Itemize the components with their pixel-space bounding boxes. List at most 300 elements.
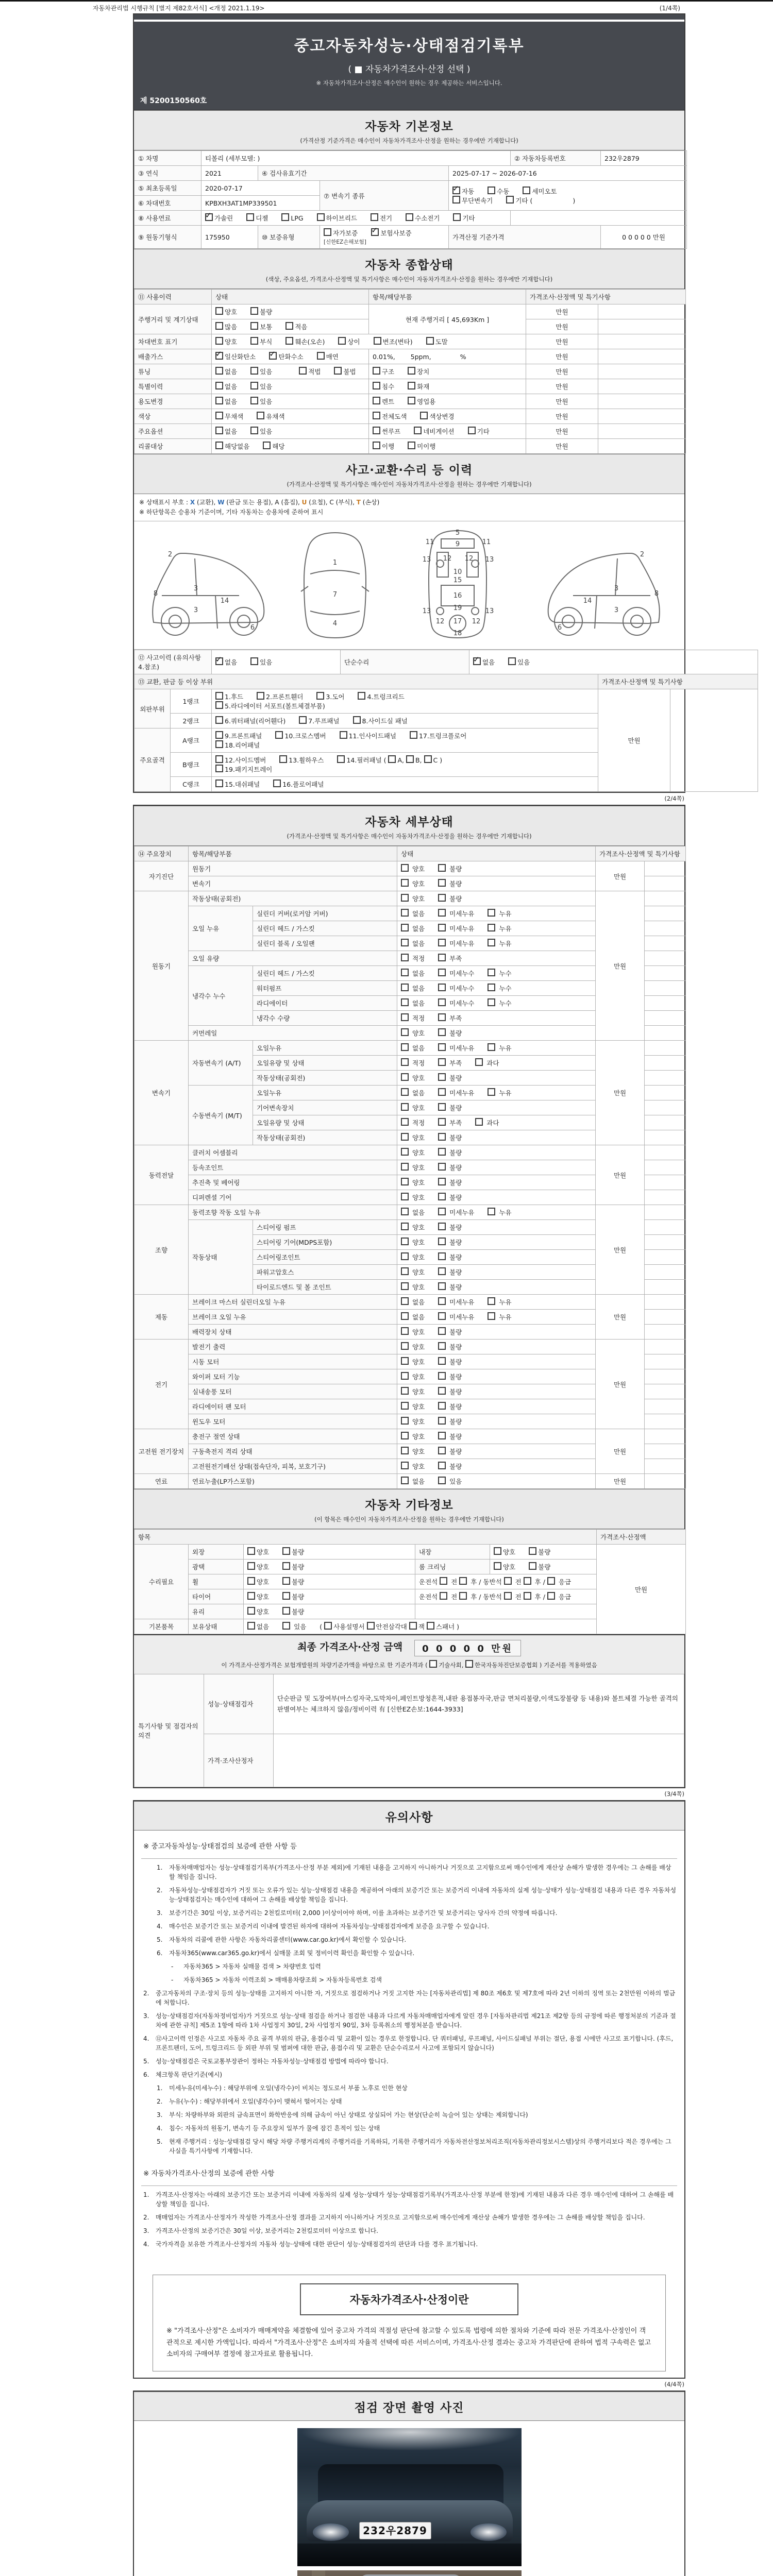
checkbox[interactable] <box>247 1547 255 1555</box>
checkbox[interactable] <box>488 1088 495 1096</box>
checkbox[interactable] <box>401 984 409 991</box>
item-state-options: 양호 불량 <box>397 1145 596 1160</box>
checkbox[interactable] <box>282 1622 290 1630</box>
item-name: 냉각수 수량 <box>253 1011 397 1026</box>
checkbox[interactable] <box>401 1193 409 1200</box>
note-cell <box>645 1325 686 1340</box>
checkbox[interactable] <box>367 1622 375 1630</box>
checkbox[interactable] <box>215 657 223 665</box>
checkbox[interactable] <box>215 740 223 748</box>
car-diagram-svg <box>138 524 680 644</box>
item-state-options: 양호 불량 <box>397 1399 596 1414</box>
checkbox[interactable] <box>529 1562 536 1570</box>
price-cell: 만원 <box>526 394 598 409</box>
checkbox[interactable] <box>388 755 396 763</box>
row-options: 무채색 유채색 <box>212 409 369 424</box>
checkbox[interactable] <box>279 755 287 763</box>
checkbox[interactable] <box>524 1592 531 1600</box>
checkbox[interactable] <box>508 657 516 665</box>
item-subgroup: 수동변속기 (M/T) <box>189 1086 253 1145</box>
checkbox[interactable] <box>488 1297 495 1305</box>
item-state-options: 없음 있음 <box>397 1474 596 1489</box>
checkbox[interactable] <box>215 442 223 449</box>
checkbox[interactable] <box>438 998 446 1006</box>
rank-parts: 1.후드 2.프론트휀더 3.도어 4.트렁크리드 5.라디에이터 서포트(볼트체결부품) <box>212 689 598 714</box>
bumper-shadow <box>297 2544 522 2566</box>
checkbox[interactable] <box>247 1622 255 1630</box>
checkbox[interactable] <box>371 228 379 236</box>
checkbox[interactable] <box>475 1058 483 1066</box>
final-price-value: 0 0 0 0 0 만원 <box>414 1640 521 1656</box>
checkbox[interactable] <box>547 1577 555 1585</box>
table-row <box>135 439 686 454</box>
checkbox[interactable] <box>215 322 223 330</box>
checkbox[interactable] <box>438 1118 446 1126</box>
panel-group-label: 외판부위 <box>135 689 171 728</box>
appraiser-label: 가격·조사산정자 <box>204 1734 274 1787</box>
checkbox[interactable] <box>438 924 446 931</box>
notice-item-number: 3. <box>143 2227 149 2234</box>
checkbox[interactable] <box>459 1592 467 1600</box>
checkbox[interactable] <box>401 1073 409 1081</box>
checkbox[interactable] <box>401 1088 409 1096</box>
item-name: 기어변속장치 <box>253 1100 397 1115</box>
diagram-part-number: 2 <box>167 551 173 559</box>
checkbox[interactable] <box>250 337 258 345</box>
checkbox[interactable] <box>438 1148 446 1156</box>
checkbox[interactable] <box>250 427 258 434</box>
checkbox[interactable] <box>438 1312 446 1320</box>
checkbox[interactable] <box>524 1577 531 1585</box>
checkbox[interactable] <box>438 1043 446 1051</box>
checkbox[interactable] <box>401 864 409 872</box>
checkbox[interactable] <box>438 1462 446 1469</box>
checkbox[interactable] <box>401 1417 409 1425</box>
checkbox[interactable] <box>488 909 495 917</box>
checkbox[interactable] <box>504 1577 512 1585</box>
notice-item-text: 가격조사·산정의 보증기간은 30일 이상, 보증거리는 2천킬로미터 이상으로 합니다. <box>156 2227 378 2234</box>
rank-label: 2랭크 <box>171 714 212 728</box>
checkbox[interactable] <box>468 427 476 434</box>
page2-block <box>133 805 685 1788</box>
checkbox[interactable] <box>316 692 324 700</box>
checkbox[interactable] <box>438 1208 446 1215</box>
checkbox[interactable] <box>420 412 428 419</box>
checkbox[interactable] <box>438 864 446 872</box>
checkbox[interactable] <box>452 187 460 194</box>
checkbox[interactable] <box>438 1103 446 1111</box>
checkbox[interactable] <box>371 213 378 221</box>
item-name: 라디에이터 <box>253 996 397 1011</box>
detail-col-price: 가격조사·산정액 및 특기사항 <box>596 846 686 861</box>
inspection-photo-front <box>297 2428 522 2566</box>
checkbox[interactable] <box>438 1028 446 1036</box>
checkbox[interactable] <box>401 1178 409 1185</box>
checkbox[interactable] <box>488 187 495 194</box>
appraiser-opinion-text <box>274 1734 684 1787</box>
checkbox[interactable] <box>205 213 213 221</box>
checkbox[interactable] <box>401 1043 409 1051</box>
checkbox[interactable] <box>340 731 347 739</box>
checkbox[interactable] <box>465 1660 473 1668</box>
checkbox[interactable] <box>529 1547 536 1555</box>
checkbox[interactable] <box>401 969 409 976</box>
checkbox[interactable] <box>506 196 514 204</box>
checkbox[interactable] <box>440 1592 447 1600</box>
checkbox[interactable] <box>438 1267 446 1275</box>
headlight-glare-right <box>470 2523 507 2541</box>
checkbox[interactable] <box>269 352 277 360</box>
inspect-value: 2025-07-17 ~ 2026-07-16 <box>449 166 687 181</box>
notice-item <box>143 2240 677 2249</box>
checkbox[interactable] <box>438 1088 446 1096</box>
checkbox[interactable] <box>438 1193 446 1200</box>
checkbox[interactable] <box>337 755 345 763</box>
checkbox[interactable] <box>438 1372 446 1380</box>
note-cell <box>645 1265 686 1280</box>
checkbox[interactable] <box>408 382 415 389</box>
checkbox[interactable] <box>401 879 409 887</box>
checkbox[interactable] <box>452 196 460 204</box>
note-cell <box>645 921 686 936</box>
checkbox[interactable] <box>215 352 223 360</box>
notice-item-number: 1. <box>143 2191 149 2198</box>
checkbox[interactable] <box>401 1432 409 1439</box>
checkbox[interactable] <box>373 427 380 434</box>
price-cell: 만원 <box>526 409 598 424</box>
checkbox[interactable] <box>215 716 223 724</box>
checkbox[interactable] <box>401 1163 409 1171</box>
checkbox[interactable] <box>250 367 258 375</box>
checkbox[interactable] <box>401 1477 409 1484</box>
table-row <box>135 334 686 349</box>
checkbox[interactable] <box>438 1073 446 1081</box>
checkbox[interactable] <box>215 701 223 709</box>
checkbox[interactable] <box>438 1238 446 1245</box>
checkbox[interactable] <box>273 779 281 787</box>
diagram-part-number: 2 <box>640 551 645 559</box>
mileage-label: 주행거리 및 계기상태 <box>135 304 212 334</box>
notice-item-number: 5. <box>157 1936 163 1943</box>
ceiling-light-glare <box>297 2428 522 2454</box>
checkbox[interactable] <box>438 1058 446 1066</box>
checkbox[interactable] <box>275 731 283 739</box>
checkbox[interactable] <box>488 998 495 1006</box>
checkbox[interactable] <box>438 1252 446 1260</box>
checkbox[interactable] <box>250 307 258 315</box>
checkbox[interactable] <box>250 397 258 404</box>
checkbox[interactable] <box>317 352 325 360</box>
checkbox[interactable] <box>215 755 223 763</box>
checkbox[interactable] <box>429 1660 437 1668</box>
item-name: 실린더 커버(로커암 커버) <box>253 906 397 921</box>
checkbox[interactable] <box>215 692 223 700</box>
accident-history-label: ⑫ 사고이력 (유의사항 4.참조) <box>135 650 212 674</box>
checkbox[interactable] <box>401 1252 409 1260</box>
item-state-options: 양호 불량 <box>397 1369 596 1384</box>
checkbox[interactable] <box>401 1282 409 1290</box>
checkbox[interactable] <box>215 765 223 772</box>
checkbox[interactable] <box>401 1342 409 1350</box>
checkbox[interactable] <box>410 731 417 739</box>
checkbox[interactable] <box>438 894 446 902</box>
overall-header <box>134 249 684 289</box>
checkbox[interactable] <box>473 657 481 665</box>
checkbox[interactable] <box>438 1297 446 1305</box>
checkbox[interactable] <box>215 307 223 315</box>
checkbox[interactable] <box>250 322 258 330</box>
table-row <box>135 861 686 876</box>
inspect-label: ④ 검사유효기간 <box>258 166 449 181</box>
checkbox[interactable] <box>424 755 432 763</box>
checkbox[interactable] <box>453 213 461 221</box>
item-name: 구동축전지 격리 상태 <box>189 1444 397 1459</box>
checkbox[interactable] <box>401 1103 409 1111</box>
checkbox[interactable] <box>488 939 495 946</box>
checkbox[interactable] <box>401 1357 409 1365</box>
checkbox[interactable] <box>438 1417 446 1425</box>
checkbox[interactable] <box>438 1282 446 1290</box>
note-cell <box>645 1011 686 1026</box>
checkbox[interactable] <box>282 1592 290 1600</box>
checkbox[interactable] <box>281 213 289 221</box>
checkbox[interactable] <box>408 397 415 404</box>
checkbox[interactable] <box>438 1223 446 1230</box>
checkbox[interactable] <box>247 1592 255 1600</box>
checkbox[interactable] <box>374 337 381 345</box>
notice-item <box>143 2213 677 2222</box>
checkbox[interactable] <box>215 382 223 389</box>
checkbox[interactable] <box>488 1043 495 1051</box>
checkbox[interactable] <box>401 1208 409 1215</box>
checkbox[interactable] <box>523 187 530 194</box>
item-name: 와이퍼 모터 기능 <box>189 1369 397 1384</box>
checkbox[interactable] <box>246 213 254 221</box>
notice-item-number: - <box>171 1962 174 1970</box>
checkbox[interactable] <box>282 1562 290 1570</box>
item-name: 작동상태(공회전) <box>189 891 397 906</box>
row-options: 없음 있음 <box>212 394 369 409</box>
checkbox[interactable] <box>504 1592 512 1600</box>
note-cell <box>645 1369 686 1384</box>
checkbox[interactable] <box>338 337 346 345</box>
checkbox[interactable] <box>317 213 325 221</box>
note-cell <box>645 1041 686 1056</box>
note-cell <box>645 1115 686 1130</box>
checkbox[interactable] <box>401 1133 409 1141</box>
checkbox[interactable] <box>438 879 446 887</box>
checkbox[interactable] <box>324 1622 332 1630</box>
checkbox[interactable] <box>427 1622 434 1630</box>
item-state-options: 양호 불량 <box>397 1235 596 1250</box>
checkbox[interactable] <box>408 442 415 449</box>
checkbox[interactable] <box>215 412 223 419</box>
notice-section-heading: ※ 자동차가격조사·산정의 보증에 관한 사항 <box>141 2160 677 2186</box>
lift-post <box>312 2570 325 2576</box>
item-state-options: 없음 미세누유 누유 <box>397 1310 596 1325</box>
misc-col-item: 항목 <box>135 1530 597 1545</box>
row-item: 썬루프 네비게이션 기타 <box>369 424 526 439</box>
checkbox[interactable] <box>215 397 223 404</box>
note-cell <box>645 1145 686 1160</box>
checkbox[interactable] <box>401 924 409 931</box>
checkbox[interactable] <box>215 337 223 345</box>
checkbox[interactable] <box>438 939 446 946</box>
checkbox[interactable] <box>215 367 223 375</box>
note-cell <box>598 334 686 349</box>
detail-state-table <box>134 846 686 1489</box>
price-cell: 만원 <box>526 439 598 454</box>
checkbox[interactable] <box>401 1013 409 1021</box>
item-state-options: 양호 불량 <box>397 1414 596 1429</box>
checkbox[interactable] <box>401 909 409 917</box>
document-note: ※ 자동차가격조사·산정은 매수인이 원하는 경우 제공하는 서비스입니다. <box>316 79 502 87</box>
checkbox[interactable] <box>406 213 413 221</box>
checkbox[interactable] <box>401 1327 409 1335</box>
checkbox[interactable] <box>373 442 380 449</box>
checkbox[interactable] <box>401 1148 409 1156</box>
notice-item-text: 누유(누수) : 해당부위에서 오일(냉각수)이 맺혀서 떨어지는 상태 <box>169 2097 342 2105</box>
checkbox[interactable] <box>247 1562 255 1570</box>
checkbox[interactable] <box>373 412 380 419</box>
opinion-side-label: 특기사항 및 점검자의 의견 <box>135 1674 204 1787</box>
checkbox[interactable] <box>285 337 293 345</box>
checkbox[interactable] <box>353 716 361 724</box>
checkbox[interactable] <box>401 1447 409 1454</box>
diagram-part-number: 3 <box>193 585 198 593</box>
checkbox[interactable] <box>488 924 495 931</box>
row-item: 전체도색 색상변경 <box>369 409 526 424</box>
checkbox[interactable] <box>438 1402 446 1410</box>
inspector-label: 성능·상태점검자 <box>204 1674 274 1734</box>
checkbox[interactable] <box>247 1577 255 1585</box>
checkbox[interactable] <box>401 1372 409 1380</box>
checkbox[interactable] <box>438 1432 446 1439</box>
checkbox[interactable] <box>438 954 446 961</box>
checkbox[interactable] <box>401 954 409 961</box>
checkbox[interactable] <box>215 779 223 787</box>
page-marker-4: (4/4쪽) <box>664 2381 684 2388</box>
notice-item-text: 자동차365(www.car365.go.kr)에서 실매물 조회 및 정비이력 확인을 확인할 수 있습니다. <box>169 1949 415 1957</box>
item-options: 양호 불량 <box>244 1574 415 1589</box>
checkbox[interactable] <box>401 1223 409 1230</box>
diagram-part-number: 15 <box>453 577 462 585</box>
checkbox[interactable] <box>438 1163 446 1171</box>
price-cell: 만원 <box>596 1145 645 1205</box>
checkbox[interactable] <box>406 755 414 763</box>
checkbox[interactable] <box>438 1357 446 1365</box>
checkbox[interactable] <box>438 1013 446 1021</box>
checkbox[interactable] <box>401 894 409 902</box>
checkbox[interactable] <box>401 1462 409 1469</box>
checkbox[interactable] <box>438 1342 446 1350</box>
checkbox[interactable] <box>250 657 258 665</box>
checkbox[interactable] <box>488 1208 495 1215</box>
checkbox[interactable] <box>488 969 495 976</box>
notice-item-text: 매매업자는 가격조사·산정자가 작성한 가격조사·산정 결과를 고지하지 아니하거나 거짓으로 고지함으로써 매수인에게 재산상 손해가 발생한 경우에는 그 손해를 배상할 책임을 집니다. <box>156 2213 645 2221</box>
checkbox[interactable] <box>373 367 380 375</box>
notice-item-text: 중고자동차의 구조·장치 등의 성능·상태를 고지하지 아니한 자, 거짓으로 점검하거나 거짓 고지한 자는 [자동차관리법] 제 80조 제6호 및 제7호에 따라 2년 이하의 징역 또는 2천만원 이하의 벌금에 처합니다. <box>156 1989 676 2006</box>
checkbox[interactable] <box>547 1592 555 1600</box>
note-cell <box>645 1100 686 1115</box>
checkbox[interactable] <box>373 382 380 389</box>
item-name: 실린더 헤드 / 가스킷 <box>253 966 397 981</box>
checkbox[interactable] <box>438 984 446 991</box>
checkbox[interactable] <box>401 1297 409 1305</box>
photos-header <box>134 2392 684 2421</box>
checkbox[interactable] <box>438 1178 446 1185</box>
checkbox[interactable] <box>408 367 415 375</box>
checkbox[interactable] <box>257 412 264 419</box>
checkbox[interactable] <box>438 1447 446 1454</box>
checkbox[interactable] <box>494 1562 501 1570</box>
checkbox[interactable] <box>324 228 331 236</box>
checkbox[interactable] <box>257 692 264 700</box>
row-label: 용도변경 <box>135 394 212 409</box>
checkbox[interactable] <box>409 1622 417 1630</box>
checkbox[interactable] <box>263 442 271 449</box>
checkbox[interactable] <box>401 1267 409 1275</box>
note-cell <box>598 364 686 379</box>
row-options: 없음 있음 <box>212 424 369 439</box>
checkbox[interactable] <box>494 1547 501 1555</box>
checkbox[interactable] <box>358 692 365 700</box>
checkbox[interactable] <box>438 1477 446 1484</box>
checkbox[interactable] <box>438 1133 446 1141</box>
checkbox[interactable] <box>426 337 434 345</box>
checkbox[interactable] <box>401 1118 409 1126</box>
checkbox[interactable] <box>282 1577 290 1585</box>
checkbox[interactable] <box>215 731 223 739</box>
reg-no-value: 232우2879 <box>601 151 687 166</box>
checkbox[interactable] <box>438 909 446 917</box>
checkbox[interactable] <box>250 382 258 389</box>
checkbox[interactable] <box>299 716 307 724</box>
checkbox[interactable] <box>215 427 223 434</box>
final-price-note: 이 가격조사·산정가격은 보험개발원의 차량기준가액을 바탕으로 한 기준가격과 ( 기술사회, 한국자동차진단보증협회 ) 기준서를 적용하였음 <box>134 1660 684 1669</box>
item-name: 라디에이터 팬 모터 <box>189 1399 397 1414</box>
checkbox[interactable] <box>438 1387 446 1395</box>
notice-item-number: 2. <box>143 1989 149 1997</box>
checkbox[interactable] <box>488 1312 495 1320</box>
page-marker-3: (3/4쪽) <box>664 1790 684 1798</box>
checkbox[interactable] <box>282 1547 290 1555</box>
checkbox[interactable] <box>401 1312 409 1320</box>
checkbox[interactable] <box>488 984 495 991</box>
checkbox[interactable] <box>401 1058 409 1066</box>
checkbox[interactable] <box>401 998 409 1006</box>
checkbox[interactable] <box>401 939 409 946</box>
checkbox[interactable] <box>285 322 293 330</box>
checkbox[interactable] <box>247 1607 255 1615</box>
checkbox[interactable] <box>414 427 422 434</box>
checkbox[interactable] <box>401 1402 409 1410</box>
checkbox[interactable] <box>282 1607 290 1615</box>
checkbox[interactable] <box>401 1028 409 1036</box>
checkbox[interactable] <box>334 367 342 375</box>
checkbox[interactable] <box>459 1577 467 1585</box>
checkbox[interactable] <box>299 367 307 375</box>
checkbox[interactable] <box>401 1238 409 1245</box>
checkbox[interactable] <box>373 397 380 404</box>
checkbox[interactable] <box>438 969 446 976</box>
checkbox[interactable] <box>475 1118 483 1126</box>
checkbox[interactable] <box>440 1577 447 1585</box>
checkbox[interactable] <box>438 1327 446 1335</box>
diagram-part-number: 7 <box>332 591 338 599</box>
checkbox[interactable] <box>401 1387 409 1395</box>
engine-type-value: 175950 <box>201 226 258 249</box>
